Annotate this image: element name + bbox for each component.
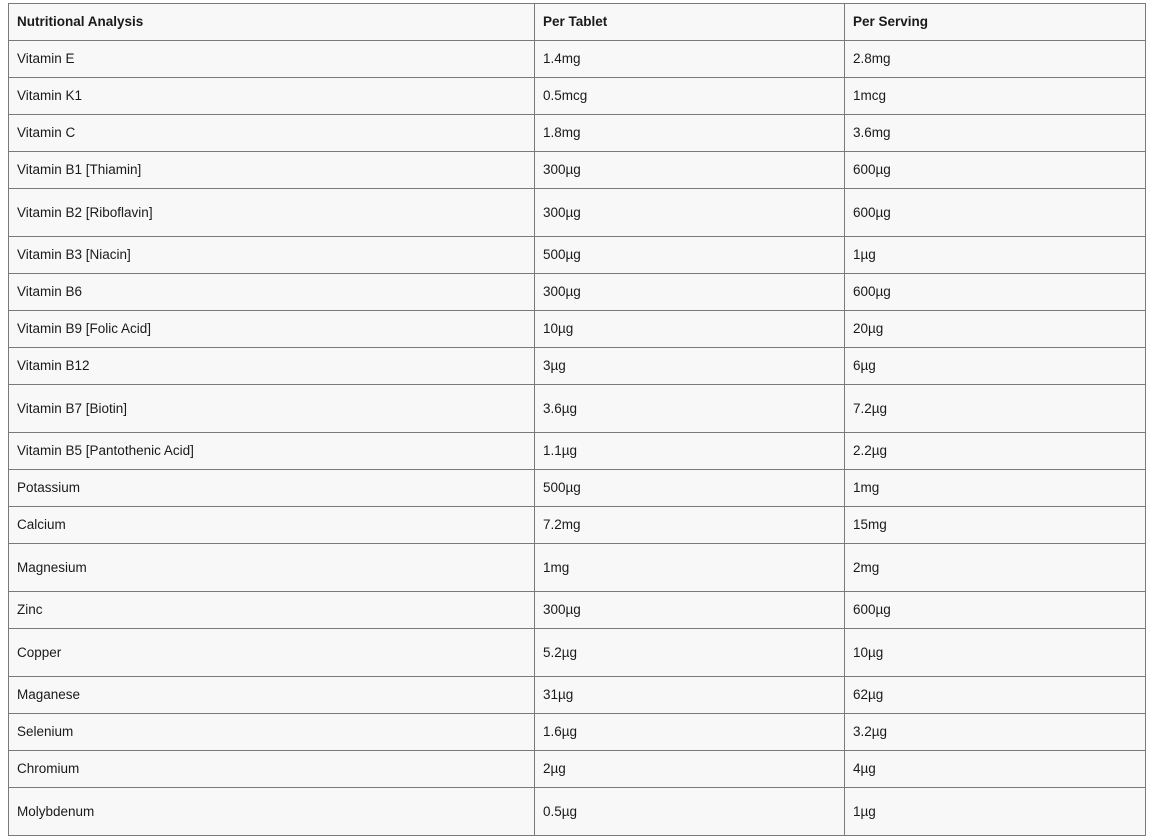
per-tablet-value: 10µg bbox=[535, 311, 845, 348]
nutrient-name: Zinc bbox=[9, 592, 535, 629]
nutrient-name: Chromium bbox=[9, 751, 535, 788]
per-tablet-value: 500µg bbox=[535, 237, 845, 274]
per-tablet-value: 3.6µg bbox=[535, 385, 845, 433]
table-row bbox=[9, 348, 1146, 385]
header-per-serving: Per Serving bbox=[845, 4, 1146, 41]
table-header-row bbox=[9, 4, 1146, 41]
header-nutritional-analysis: Nutritional Analysis bbox=[9, 4, 535, 41]
per-tablet-value: 1.4mg bbox=[535, 41, 845, 78]
nutrient-name: Selenium bbox=[9, 714, 535, 751]
nutrition-table-container bbox=[8, 3, 1145, 836]
per-tablet-value: 3µg bbox=[535, 348, 845, 385]
table-row bbox=[9, 78, 1146, 115]
table-row bbox=[9, 433, 1146, 470]
table-row bbox=[9, 274, 1146, 311]
table-row bbox=[9, 41, 1146, 78]
table-row bbox=[9, 237, 1146, 274]
table-row bbox=[9, 677, 1146, 714]
nutrient-name: Vitamin E bbox=[9, 41, 535, 78]
per-serving-value: 15mg bbox=[845, 507, 1146, 544]
nutrient-name: Vitamin B3 [Niacin] bbox=[9, 237, 535, 274]
table-row bbox=[9, 115, 1146, 152]
per-tablet-value: 5.2µg bbox=[535, 629, 845, 677]
per-tablet-value: 2µg bbox=[535, 751, 845, 788]
per-tablet-value: 1.6µg bbox=[535, 714, 845, 751]
per-tablet-value: 300µg bbox=[535, 189, 845, 237]
nutrient-name: Vitamin B12 bbox=[9, 348, 535, 385]
per-serving-value: 6µg bbox=[845, 348, 1146, 385]
per-serving-value: 600µg bbox=[845, 274, 1146, 311]
table-row bbox=[9, 507, 1146, 544]
table-row bbox=[9, 714, 1146, 751]
per-tablet-value: 0.5mcg bbox=[535, 78, 845, 115]
per-serving-value: 62µg bbox=[845, 677, 1146, 714]
per-serving-value: 600µg bbox=[845, 189, 1146, 237]
table-row bbox=[9, 470, 1146, 507]
per-tablet-value: 300µg bbox=[535, 592, 845, 629]
per-serving-value: 1µg bbox=[845, 237, 1146, 274]
nutrient-name: Calcium bbox=[9, 507, 535, 544]
table-row bbox=[9, 592, 1146, 629]
header-per-tablet: Per Tablet bbox=[535, 4, 845, 41]
nutrient-name: Magnesium bbox=[9, 544, 535, 592]
per-tablet-value: 1.8mg bbox=[535, 115, 845, 152]
per-serving-value: 1mcg bbox=[845, 78, 1146, 115]
table-row bbox=[9, 629, 1146, 677]
nutrient-name: Maganese bbox=[9, 677, 535, 714]
nutrient-name: Vitamin B5 [Pantothenic Acid] bbox=[9, 433, 535, 470]
per-tablet-value: 1mg bbox=[535, 544, 845, 592]
per-tablet-value: 300µg bbox=[535, 152, 845, 189]
per-serving-value: 20µg bbox=[845, 311, 1146, 348]
table-row bbox=[9, 311, 1146, 348]
table-row bbox=[9, 152, 1146, 189]
nutrient-name: Vitamin B6 bbox=[9, 274, 535, 311]
per-tablet-value: 31µg bbox=[535, 677, 845, 714]
nutrient-name: Vitamin C bbox=[9, 115, 535, 152]
per-tablet-value: 0.5µg bbox=[535, 788, 845, 836]
per-serving-value: 7.2µg bbox=[845, 385, 1146, 433]
nutrient-name: Molybdenum bbox=[9, 788, 535, 836]
per-serving-value: 4µg bbox=[845, 751, 1146, 788]
nutrient-name: Vitamin B1 [Thiamin] bbox=[9, 152, 535, 189]
per-serving-value: 1µg bbox=[845, 788, 1146, 836]
table-row bbox=[9, 788, 1146, 836]
per-tablet-value: 1.1µg bbox=[535, 433, 845, 470]
per-serving-value: 3.6mg bbox=[845, 115, 1146, 152]
nutrient-name: Potassium bbox=[9, 470, 535, 507]
per-tablet-value: 300µg bbox=[535, 274, 845, 311]
table-row bbox=[9, 189, 1146, 237]
nutrient-name: Vitamin B9 [Folic Acid] bbox=[9, 311, 535, 348]
nutrient-name: Vitamin B2 [Riboflavin] bbox=[9, 189, 535, 237]
table-row bbox=[9, 751, 1146, 788]
per-serving-value: 2mg bbox=[845, 544, 1146, 592]
per-serving-value: 2.8mg bbox=[845, 41, 1146, 78]
table-row bbox=[9, 544, 1146, 592]
nutrient-name: Vitamin K1 bbox=[9, 78, 535, 115]
per-serving-value: 2.2µg bbox=[845, 433, 1146, 470]
nutrition-table bbox=[8, 3, 1146, 836]
per-serving-value: 3.2µg bbox=[845, 714, 1146, 751]
nutrient-name: Copper bbox=[9, 629, 535, 677]
per-serving-value: 1mg bbox=[845, 470, 1146, 507]
per-serving-value: 10µg bbox=[845, 629, 1146, 677]
table-row bbox=[9, 385, 1146, 433]
per-tablet-value: 7.2mg bbox=[535, 507, 845, 544]
per-tablet-value: 500µg bbox=[535, 470, 845, 507]
per-serving-value: 600µg bbox=[845, 152, 1146, 189]
nutrient-name: Vitamin B7 [Biotin] bbox=[9, 385, 535, 433]
per-serving-value: 600µg bbox=[845, 592, 1146, 629]
